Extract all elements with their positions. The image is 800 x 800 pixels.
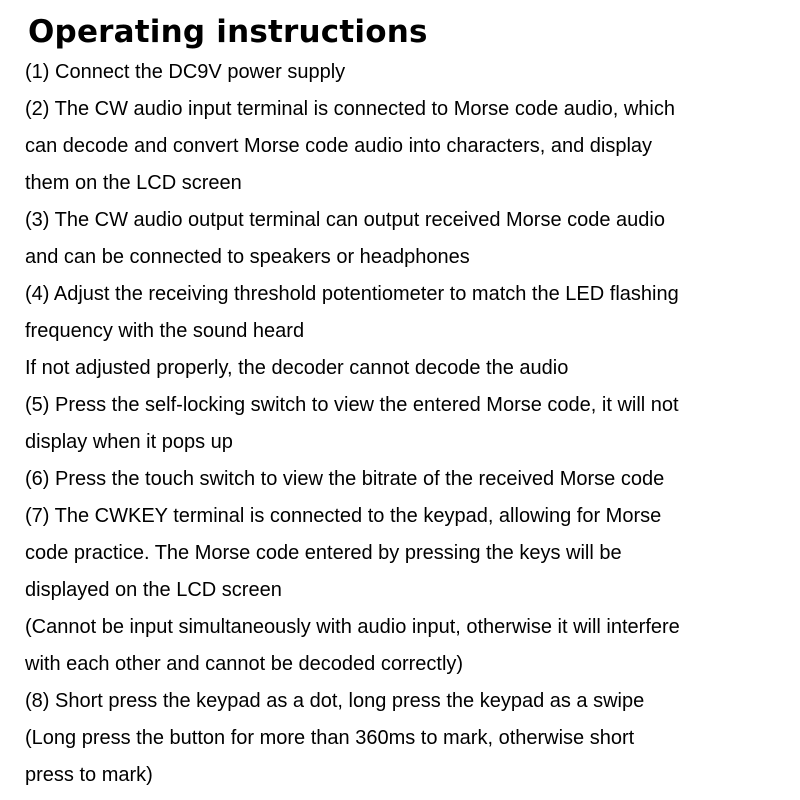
page-title: Operating instructions bbox=[28, 14, 428, 50]
text-line: (3) The CW audio output terminal can output received Morse code audio bbox=[25, 209, 665, 231]
text-line: displayed on the LCD screen bbox=[25, 579, 282, 601]
text-line: (5) Press the self-locking switch to view the entered Morse code, it will not bbox=[25, 394, 679, 416]
text-line: (Long press the button for more than 360ms to mark, otherwise short bbox=[25, 727, 635, 749]
text-line: (8) Short press the keypad as a dot, long press the keypad as a swipe bbox=[25, 690, 645, 712]
instructions-text bbox=[25, 54, 800, 794]
text-line: can decode and convert Morse code audio into characters, and display bbox=[25, 135, 653, 157]
text-line: (2) The CW audio input terminal is connected to Morse code audio, which bbox=[25, 98, 675, 120]
text-line: frequency with the sound heard bbox=[25, 320, 305, 342]
text-line: display when it pops up bbox=[25, 431, 233, 453]
text-line: (1) Connect the DC9V power supply bbox=[25, 61, 346, 83]
text-line: (6) Press the touch switch to view the bitrate of the received Morse code bbox=[25, 468, 665, 490]
text-line: code practice. The Morse code entered by pressing the keys will be bbox=[25, 542, 622, 564]
text-line: them on the LCD screen bbox=[25, 172, 242, 194]
text-line: (7) The CWKEY terminal is connected to the keypad, allowing for Morse bbox=[25, 505, 662, 527]
text-line: If not adjusted properly, the decoder cannot decode the audio bbox=[25, 357, 569, 379]
text-line: with each other and cannot be decoded correctly) bbox=[25, 653, 464, 675]
text-line: and can be connected to speakers or headphones bbox=[25, 246, 470, 268]
text-line: press to mark) bbox=[25, 764, 153, 786]
text-line: (4) Adjust the receiving threshold potentiometer to match the LED flashing bbox=[25, 283, 679, 305]
text-line: (Cannot be input simultaneously with audio input, otherwise it will interfere bbox=[25, 616, 680, 638]
